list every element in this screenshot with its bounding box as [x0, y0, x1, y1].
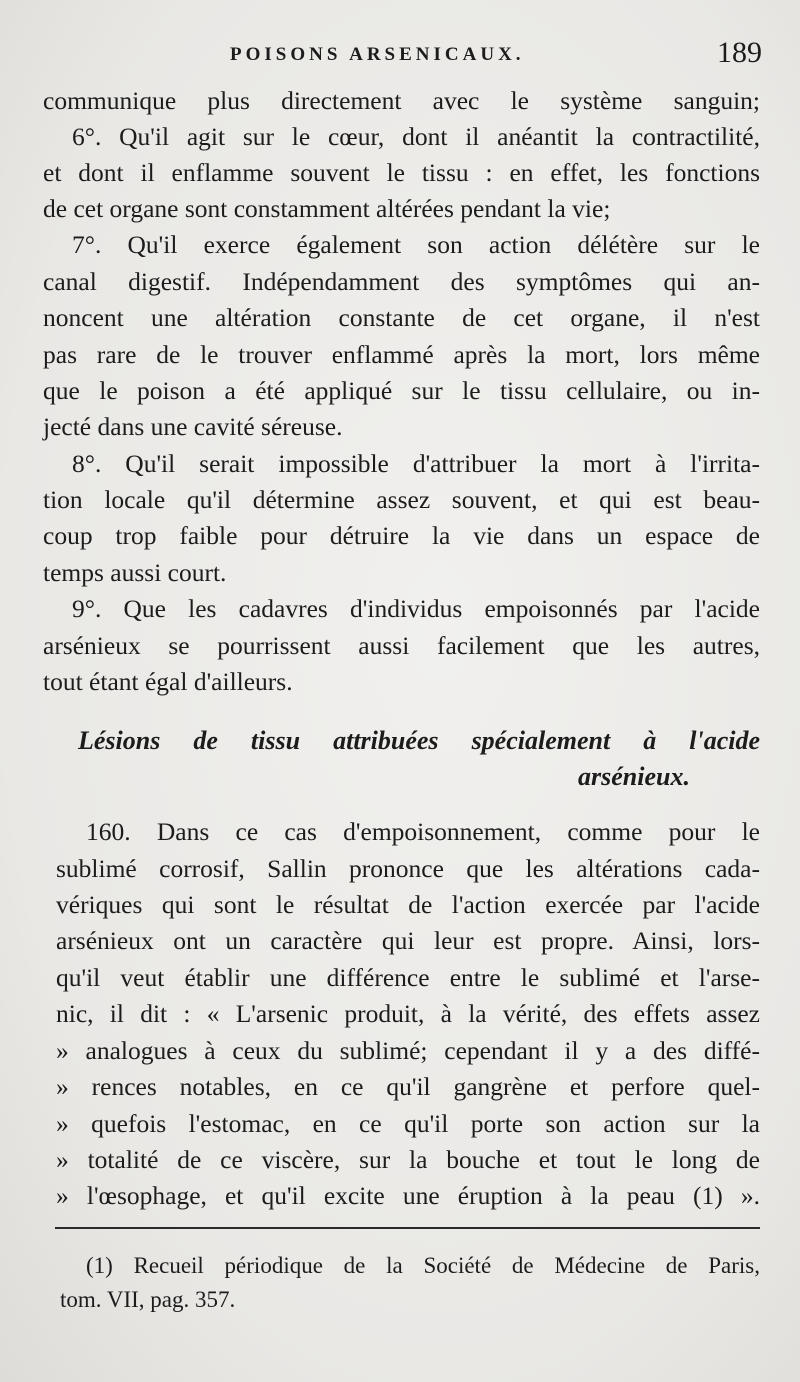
body-line: tout étant égal d'ailleurs. — [43, 667, 293, 696]
body-line: de cet organe sont constamment altérées pendant la vie; — [43, 194, 611, 223]
body-line: coup trop faible pour détruire la vie dans un espace de — [43, 521, 760, 550]
body-line: et dont il enflamme souvent le tissu : en effet, les fonctions — [43, 158, 760, 187]
body-line: que le poison a été appliqué sur le tissu cellulaire, ou in- — [43, 376, 760, 405]
body-line: arsénieux ont un caractère qui leur est propre. Ainsi, lors- — [56, 926, 760, 955]
body-line: temps aussi court. — [43, 558, 227, 587]
running-title: POISONS ARSENICAUX. — [230, 44, 525, 65]
section-heading: arsénieux. — [578, 762, 690, 791]
page-number: 189 — [717, 36, 762, 69]
body-line: jecté dans une cavité séreuse. — [43, 412, 343, 441]
body-line: » analogues à ceux du sublimé; cependant il y a des diffé- — [56, 1036, 760, 1065]
body-line: tion locale qu'il détermine assez souvent, et qui est beau- — [43, 485, 760, 514]
body-line: nic, il dit : « L'arsenic produit, à la vérité, des effets assez — [56, 999, 760, 1028]
body-line: » l'œsophage, et qu'il excite une éruption à la peau (1) ». — [56, 1181, 760, 1210]
body-line: » totalité de ce viscère, sur la bouche et tout le long de — [56, 1145, 760, 1174]
body-line: sublimé corrosif, Sallin prononce que les altérations cada- — [56, 854, 760, 883]
body-line: arsénieux se pourrissent aussi facilement que les autres, — [43, 631, 760, 660]
body-line: vériques qui sont le résultat de l'action exercée par l'acide — [56, 890, 760, 919]
body-line: » quefois l'estomac, en ce qu'il porte son action sur la — [56, 1109, 760, 1138]
body-line: 9°. Que les cadavres d'individus empoisonnés par l'acide — [72, 594, 760, 623]
body-line: » rences notables, en ce qu'il gangrène et perfore quel- — [56, 1072, 760, 1101]
body-line: canal digestif. Indépendamment des symptômes qui an- — [43, 267, 760, 296]
footnote-rule — [55, 1227, 760, 1229]
body-line: communique plus directement avec le système sanguin; — [43, 86, 760, 115]
body-line: 8°. Qu'il serait impossible d'attribuer la mort à l'irrita- — [72, 449, 760, 478]
body-line: 160. Dans ce cas d'empoisonnement, comme pour le — [86, 817, 760, 846]
body-line: 7°. Qu'il exerce également son action délétère sur le — [72, 230, 760, 259]
body-line: qu'il veut établir une différence entre le sublimé et l'arse- — [56, 963, 760, 992]
section-heading: Lésions de tissu attribuées spécialement à l'acide — [78, 726, 760, 755]
footnote-line: tom. VII, pag. 357. — [60, 1287, 236, 1312]
footnote-line: (1) Recueil périodique de la Société de Médecine de Paris, — [86, 1253, 760, 1278]
body-line: 6°. Qu'il agit sur le cœur, dont il anéantit la contractilité, — [72, 122, 760, 151]
body-line: noncent une altération constante de cet organe, il n'est — [43, 303, 760, 332]
body-line: pas rare de le trouver enflammé après la mort, lors même — [43, 340, 760, 369]
